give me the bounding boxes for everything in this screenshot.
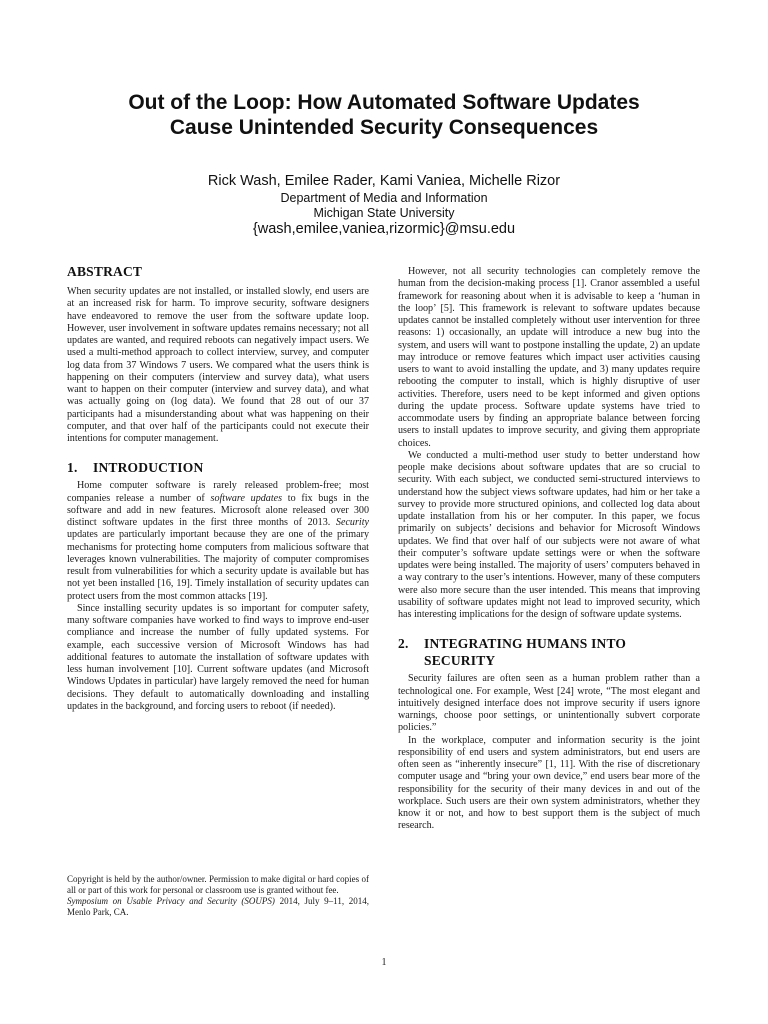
right-paragraph-1: However, not all security technologies can completely remove the human from the decision-making process [1]. Cranor assembled a useful framework for reasoning about when it is advisable to keep a ‘human in the loop’ [5]. This framework is relevant to software updates because updates cannot be installed completely without user intervention for three reasons: 1) occasionally, an update will introduce a new bug into the system, and users will want to postpone installing the update, 2) an update may introduce or remove features which impact user activities causing users to want to avoid installing the update, and 3) many updates require rebooting the computer to install, which is highly disruptive of user activities. Therefore, users need to be kept informed and given options during the update process. Software update systems have tried to accommodate users by finding an appropriate balance between forcing users to install updates to improve security, and giving them appropriate choices. — [398, 266, 700, 449]
section-2-title-line-2: SECURITY — [424, 653, 496, 669]
venue-name: Symposium on Usable Privacy and Security (SOUPS) — [67, 896, 275, 906]
intro-p1-text-c: updates are particularly important because they are one of the primary mechanisms for protecting home computers from malicious software that leverages known vulnerabilities. The majority of computer compromises result from vulnerabilities for which a security update is available but has not yet been installed [16, 19]. Timely installation of security updates can protect users from the most common attacks [19]. — [67, 529, 369, 602]
introduction-paragraph-1 — [67, 480, 369, 603]
venue-text — [67, 896, 369, 918]
abstract-text: When security updates are not installed, or installed slowly, end users are at an increased risk for harm. To improve security, software designers have endeavored to remove the user from the software update loop. However, user involvement in software updates remains necessary; not all updates are wanted, and required reboots can negatively impact users. We used a multi-method approach to collect interview, survey, and computer log data from 37 Windows 7 users. We compared what the users think is happening on their computers (interview and survey data), what users want to happen on their computer (interview and survey data), and what was actually going on (log data). We found that 28 out of our 37 participants had a misunderstanding about what was happening on their computer, and that over half of the participants could not execute their intentions for computer management. — [67, 286, 369, 444]
left-column — [67, 263, 369, 713]
section-2-heading — [398, 635, 700, 669]
intro-p1-emphasis-security: Security — [335, 517, 369, 528]
author-email: {wash,emilee,vaniea,rizormic}@msu.edu — [252, 221, 516, 237]
author-department: Department of Media and Information — [280, 191, 488, 205]
right-column — [398, 266, 700, 833]
section-2-number: 2. — [398, 636, 409, 652]
introduction-heading-text: INTRODUCTION — [93, 460, 204, 476]
title-line-2: Cause Unintended Security Consequences — [169, 116, 599, 139]
copyright-footnote — [67, 874, 369, 918]
paper-title — [40, 90, 728, 140]
right-paragraph-2: We conducted a multi-method user study to better understand how people make decisions about software updates that are so crucial to security. With each subject, we conducted semi-structured interviews to understand how the subject views software updates, had him or her take a survey to provide more structured opinions, and collected log data about update installation from his or her computer. In this paper, we focus primarily on subjects’ decisions and behavior for Microsoft Windows updates. We find that over half of our subjects were not aware of what their computer’s software update settings were or when the software updates were being installed. The majority of users’ computers behaved in a way contrary to the user’s intentions. However, many of these computers were also more secure than the user intended. This means that improving usability of software updates might not lead to improved security, which has interesting implications for the design of software update systems. — [398, 449, 700, 620]
title-line-1: Out of the Loop: How Automated Software Updates — [128, 91, 640, 114]
intro-p1-emphasis-software-updates: software updates — [210, 492, 283, 504]
introduction-heading-number: 1. — [67, 460, 78, 476]
venue-date-location: 2014, July 9–11, 2014, Menlo Park, CA. — [67, 896, 369, 917]
introduction-paragraph-2: Since installing security updates is so important for computer safety, many software companies have worked to find ways to improve end-user compliance and increase the number of fully updated systems. For example, each successive version of Microsoft Windows has had additional features to automate the installation of software updates with less human involvement [10]. Current software updates (and Microsoft Windows Updates in particular) have largely removed the need for human decisions. They default to automatically downloading and installing updates in the background, and forcing users to reboot (if needed). — [67, 602, 369, 712]
section-2-paragraph-2: In the workplace, computer and information security is the joint responsibility of end users and system administrators, but end users are often seen as “inherently insecure” [1, 11]. With the rise of discretionary computer usage and “bring your own device,” end users bear more of the responsibility for the security of their many devices in and out of the workplace. Such users are their own system administrators, whether they know it or not, and how to best support them is the subject of much research. — [398, 734, 700, 832]
section-2-title — [424, 635, 626, 669]
abstract-heading: ABSTRACT — [67, 264, 143, 279]
section-2-title-line-1: INTEGRATING HUMANS INTO — [424, 636, 627, 652]
section-2-paragraph-1: Security failures are often seen as a human problem rather than a technological one. For example, West [24] wrote, “The most elegant and intuitively designed interface does not improve security if users ignore warnings, choose poor settings, or unintentionally subvert corporate policies.” — [398, 673, 700, 734]
author-block — [40, 172, 728, 238]
intro-p1-text-b: to fix bugs in the software and add in new features. Microsoft alone released over 300 distinct software updates in the first three months of 2013. — [67, 492, 369, 528]
introduction-heading — [67, 459, 369, 476]
author-names: Rick Wash, Emilee Rader, Kami Vaniea, Michelle Rizor — [207, 173, 561, 189]
page-number: 1 — [381, 957, 387, 968]
copyright-text: Copyright is held by the author/owner. Permission to make digital or hard copies of all or part of this work for personal or classroom use is granted without fee. — [67, 874, 369, 895]
intro-p1-text-a: Home computer software is rarely released problem-free; most companies release a number of — [67, 480, 369, 504]
author-university: Michigan State University — [313, 205, 455, 220]
